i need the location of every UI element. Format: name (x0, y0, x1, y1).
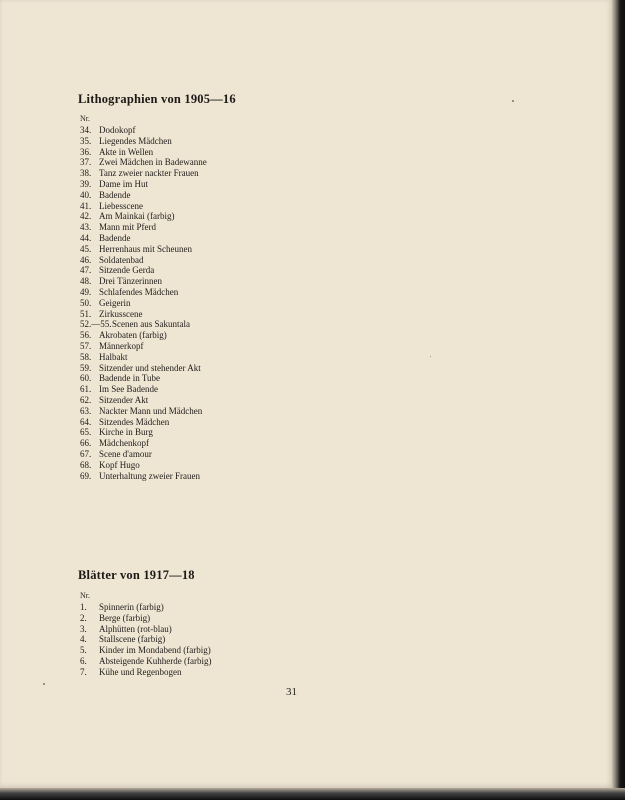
item-number: 43. (80, 222, 92, 233)
item-number: 51. (80, 308, 92, 319)
list-item (80, 319, 207, 330)
list-item (80, 406, 207, 417)
item-number: 45. (80, 243, 92, 254)
blaetter-list (80, 602, 211, 678)
item-number: 56. (80, 330, 92, 341)
list-item (80, 157, 207, 168)
list-item (80, 168, 207, 179)
item-title: Scene d'amour (99, 448, 152, 459)
list-item (80, 255, 207, 266)
list-item (80, 287, 207, 298)
item-title: Mann mit Pferd (99, 222, 156, 233)
item-title: Kühe und Regenbogen (99, 666, 182, 677)
item-number: 6. (80, 655, 87, 666)
page-number: 31 (286, 686, 297, 698)
paper-speck (43, 683, 45, 685)
item-number: 7. (80, 666, 87, 677)
item-title: Alphütten (rot-blau) (99, 623, 172, 634)
item-title: Nackter Mann und Mädchen (99, 405, 203, 416)
item-title: Sitzende Gerda (99, 265, 155, 276)
list-item (80, 363, 207, 374)
item-title: Zwei Mädchen in Badewanne (99, 157, 207, 168)
item-number: 37. (80, 157, 92, 168)
list-item (80, 395, 207, 406)
list-item (80, 136, 207, 147)
list-item (80, 147, 207, 158)
list-item (80, 309, 207, 320)
item-title: Soldatenbad (99, 254, 144, 265)
item-title: Im See Badende (99, 384, 158, 395)
item-title: Berge (farbig) (99, 612, 151, 623)
item-number: 52.—55. (80, 319, 112, 330)
item-title: Badende (99, 232, 131, 243)
item-title: Kopf Hugo (99, 459, 140, 470)
item-title: Liebesscene (99, 200, 143, 211)
item-title: Unterhaltung zweier Frauen (99, 470, 200, 481)
list-item (80, 190, 207, 201)
item-number: 58. (80, 351, 92, 362)
item-title: Akrobaten (farbig) (99, 330, 167, 341)
item-title: Akte in Wellen (99, 146, 154, 157)
list-item (80, 276, 207, 287)
item-number: 69. (80, 470, 92, 481)
page-edge-bottom (0, 788, 625, 800)
item-number: 66. (80, 438, 92, 449)
list-item (80, 417, 207, 428)
list-item (80, 449, 207, 460)
item-number: 67. (80, 448, 92, 459)
item-title: Kinder im Mondabend (farbig) (99, 645, 211, 656)
list-item (80, 244, 207, 255)
item-number: 47. (80, 265, 92, 276)
item-number: 39. (80, 178, 92, 189)
list-item (80, 352, 207, 363)
item-title: Herrenhaus mit Scheunen (99, 243, 192, 254)
item-number: 46. (80, 254, 92, 265)
item-number: 57. (80, 340, 92, 351)
item-title: Badende (99, 189, 131, 200)
list-item (80, 341, 207, 352)
item-number: 48. (80, 276, 92, 287)
item-number: 62. (80, 394, 92, 405)
list-item (80, 667, 211, 678)
paper-speck (512, 100, 514, 102)
list-item (80, 427, 207, 438)
item-number: 2. (80, 612, 87, 623)
item-number: 5. (80, 645, 87, 656)
page-edge-right (612, 0, 625, 800)
paper-speck (430, 356, 431, 357)
item-number: 38. (80, 168, 92, 179)
list-item (80, 233, 207, 244)
item-title: Mädchenkopf (99, 438, 149, 449)
list-item (80, 125, 207, 136)
item-title: Geigerin (99, 297, 131, 308)
lithographien-list (80, 125, 207, 481)
item-title: Absteigende Kuhherde (farbig) (99, 655, 212, 666)
item-title: Sitzendes Mädchen (99, 416, 170, 427)
item-title: Scenen aus Sakuntala (112, 319, 190, 330)
list-item (80, 298, 207, 309)
list-item (80, 645, 211, 656)
item-number: 49. (80, 286, 92, 297)
item-title: Stallscene (farbig) (99, 634, 166, 645)
list-item (80, 471, 207, 482)
item-title: Dodokopf (99, 125, 136, 135)
item-number: 64. (80, 416, 92, 427)
list-item (80, 211, 207, 222)
list-item (80, 330, 207, 341)
item-title: Kirche in Burg (99, 427, 153, 438)
item-title: Sitzender Akt (99, 394, 149, 405)
item-number: 50. (80, 297, 92, 308)
item-number: 65. (80, 427, 92, 438)
item-title: Am Mainkai (farbig) (99, 211, 175, 222)
item-number: 4. (80, 634, 87, 645)
item-title: Sitzender und stehender Akt (99, 362, 201, 373)
section-title-lithographien: Lithographien von 1905—16 (78, 92, 236, 106)
item-number: 1. (80, 602, 87, 612)
item-title: Badende in Tube (99, 373, 161, 384)
item-number: 59. (80, 362, 92, 373)
item-title: Zirkusscene (99, 308, 143, 319)
list-item (80, 634, 211, 645)
item-number: 41. (80, 200, 92, 211)
list-item (80, 179, 207, 190)
list-item (80, 624, 211, 635)
item-number: 44. (80, 232, 92, 243)
item-title: Drei Tänzerinnen (99, 276, 163, 287)
item-title: Spinnerin (farbig) (99, 602, 164, 612)
item-number: 42. (80, 211, 92, 222)
item-number: 68. (80, 459, 92, 470)
item-number: 60. (80, 373, 92, 384)
list-item (80, 656, 211, 667)
item-number: 3. (80, 623, 87, 634)
item-number: 63. (80, 405, 92, 416)
list-item (80, 384, 207, 395)
nr-label: Nr. (80, 114, 90, 123)
item-number: 36. (80, 146, 92, 157)
item-number: 61. (80, 384, 92, 395)
item-number: 40. (80, 189, 92, 200)
list-item (80, 222, 207, 233)
item-title: Tanz zweier nackter Frauen (99, 168, 199, 179)
item-title: Männerkopf (99, 340, 144, 351)
list-item (80, 602, 211, 613)
list-item (80, 460, 207, 471)
list-item (80, 613, 211, 624)
item-number: 35. (80, 135, 92, 146)
list-item (80, 373, 207, 384)
section-title-blaetter: Blätter von 1917—18 (78, 568, 195, 582)
list-item (80, 201, 207, 212)
list-item (80, 265, 207, 276)
item-title: Halbakt (99, 351, 128, 362)
item-title: Schlafendes Mädchen (99, 286, 179, 297)
list-item (80, 438, 207, 449)
item-title: Dame im Hut (99, 178, 148, 189)
nr-label: Nr. (80, 591, 90, 600)
item-number: 34. (80, 125, 92, 135)
item-title: Liegendes Mädchen (99, 135, 172, 146)
